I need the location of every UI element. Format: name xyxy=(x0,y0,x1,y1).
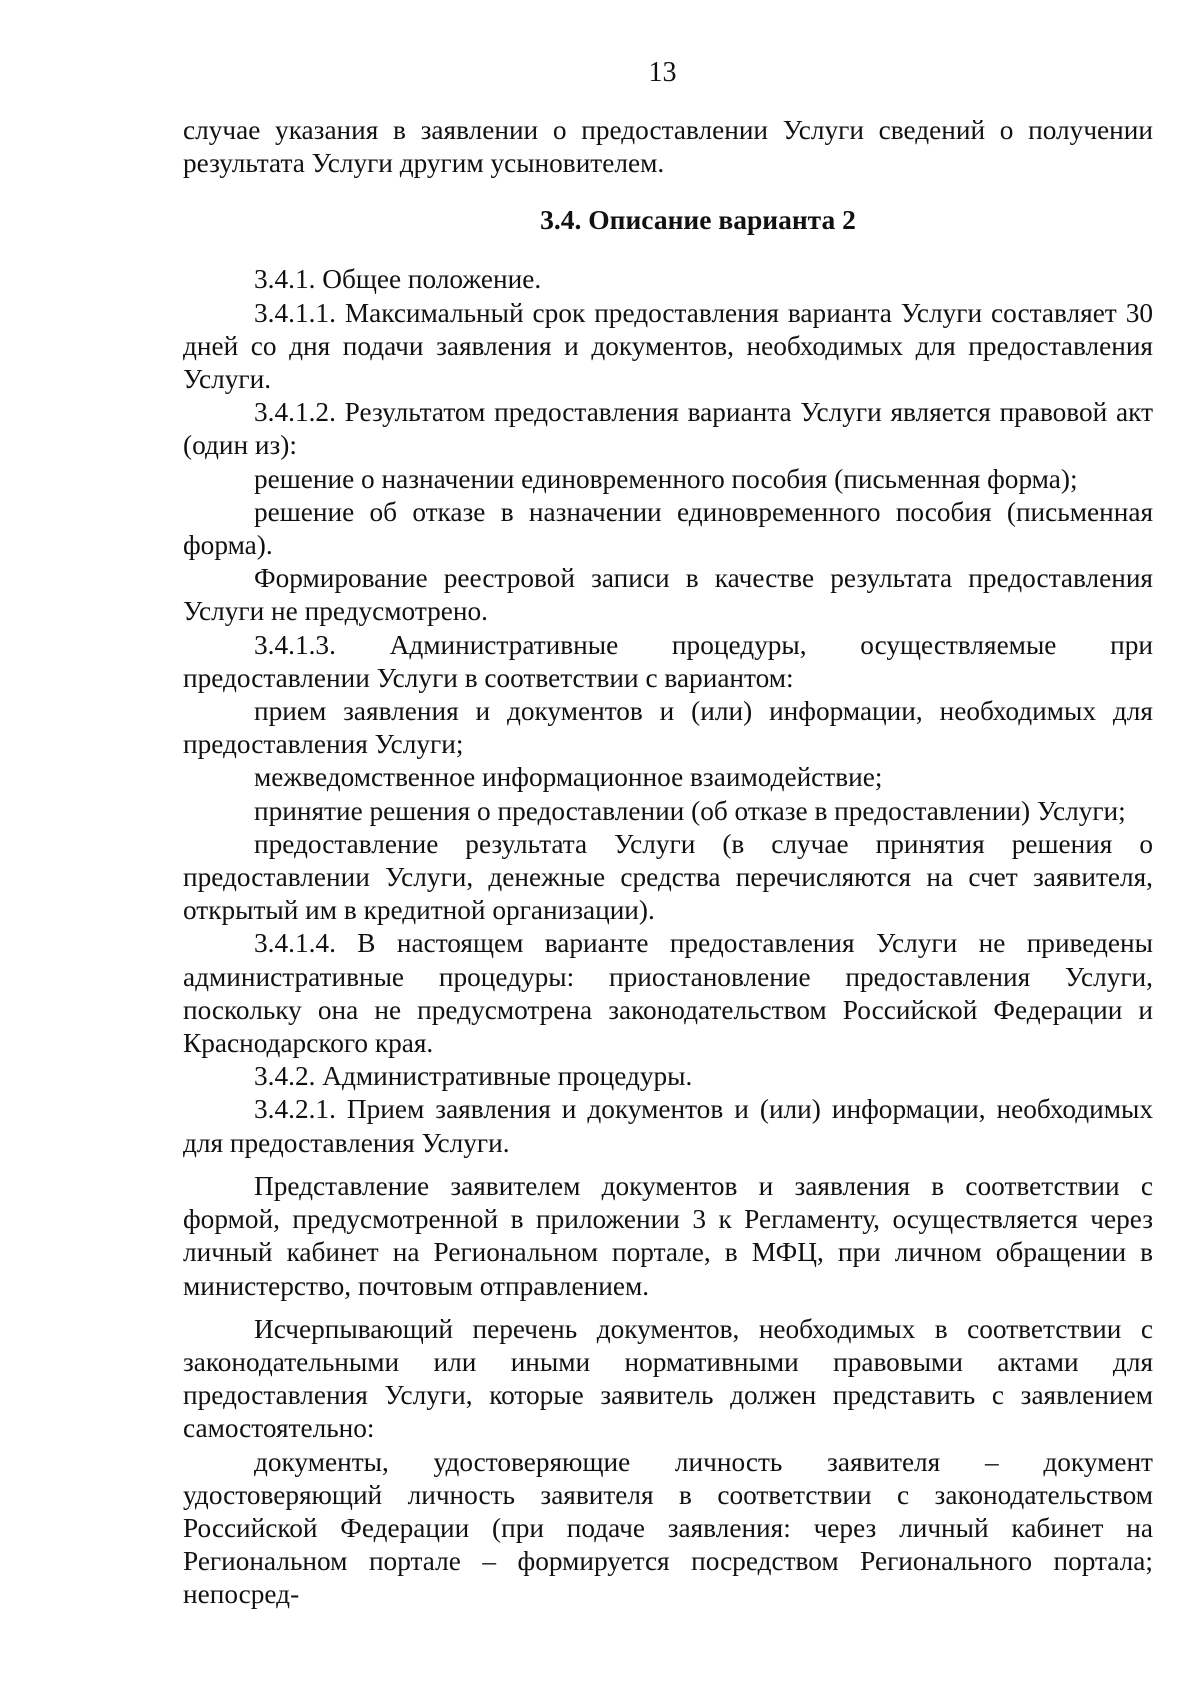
list-item-reception: прием заявления и документов и (или) информации, необходимых для предоставления Услуги; xyxy=(183,696,1153,760)
paragraph-3-4-2: 3.4.2. Административные процедуры. xyxy=(254,1061,693,1092)
document-body xyxy=(183,114,1153,1612)
section-heading: 3.4. Описание варианта 2 xyxy=(540,204,856,236)
paragraph-submission: Представление заявителем документов и заявления в соответствии с формой, предусмотренной в приложении 3 к Регламенту, осуществляется через личный кабинет на Региональном портале, в МФЦ, при личном обращении в министерство, почтовым отправлением. xyxy=(183,1170,1153,1301)
paragraph-3-4-1: 3.4.1. Общее положение. xyxy=(254,264,542,295)
paragraph-3-4-1-3: 3.4.1.3. Административные процедуры, осуществляемые при предоставлении Услуги в соответствии с вариантом: xyxy=(183,629,1153,693)
paragraph-3-4-1-1: 3.4.1.1. Максимальный срок предоставления варианта Услуги составляет 30 дней со дня подачи заявления и документов, необходимых для предоставления Услуги. xyxy=(183,297,1153,395)
paragraph-document-list: Исчерпывающий перечень документов, необходимых в соответствии с законодательными или иными нормативными правовыми актами для предоставления Услуги, которые заявитель должен представить с заявлением самостоятельно: xyxy=(183,1313,1153,1444)
list-item-interagency: межведомственное информационное взаимодействие; xyxy=(254,762,883,793)
list-item-result-provision: предоставление результата Услуги (в случае принятия решения о предоставлении Услуги, денежные средства перечисляются на счет заявителя, открытый им в кредитной организации). xyxy=(183,828,1153,926)
list-item-decision-making: принятие решения о предоставлении (об отказе в предоставлении) Услуги; xyxy=(254,795,1126,826)
list-item-decision-refusal: решение об отказе в назначении единовременного пособия (письменная форма). xyxy=(183,496,1153,561)
paragraph-3-4-1-4: 3.4.1.4. В настоящем варианте предоставления Услуги не приведены административные процедуры: приостановление предоставления Услуги, поскольку она не предусмотрена законодательством Российской Федерации и Краснодарского края. xyxy=(183,928,1153,1059)
paragraph-registry-record: Формирование реестровой записи в качестве результата предоставления Услуги не предусмотрено. xyxy=(183,563,1153,627)
paragraph-3-4-1-2: 3.4.1.2. Результатом предоставления варианта Услуги является правовой акт (один из): xyxy=(183,397,1153,461)
paragraph-3-4-2-1: 3.4.2.1. Прием заявления и документов и (или) информации, необходимых для предоставления Услуги. xyxy=(183,1094,1153,1158)
page-number: 13 xyxy=(648,57,677,88)
list-item-decision-grant: решение о назначении единовременного пособия (письменная форма); xyxy=(254,463,1078,494)
paragraph-continuation: случае указания в заявлении о предоставлении Услуги сведений о получении результата Услуги другим усыновителем. xyxy=(183,115,1153,179)
paragraph-identity-documents: документы, удостоверяющие личность заявителя – документ удостоверяющий личность заявителя в соответствии с законодательством Российской Федерации (при подаче заявления: через личный кабинет на Региональном портале – формируется посредством Регионального портала; непосред- xyxy=(183,1446,1153,1610)
